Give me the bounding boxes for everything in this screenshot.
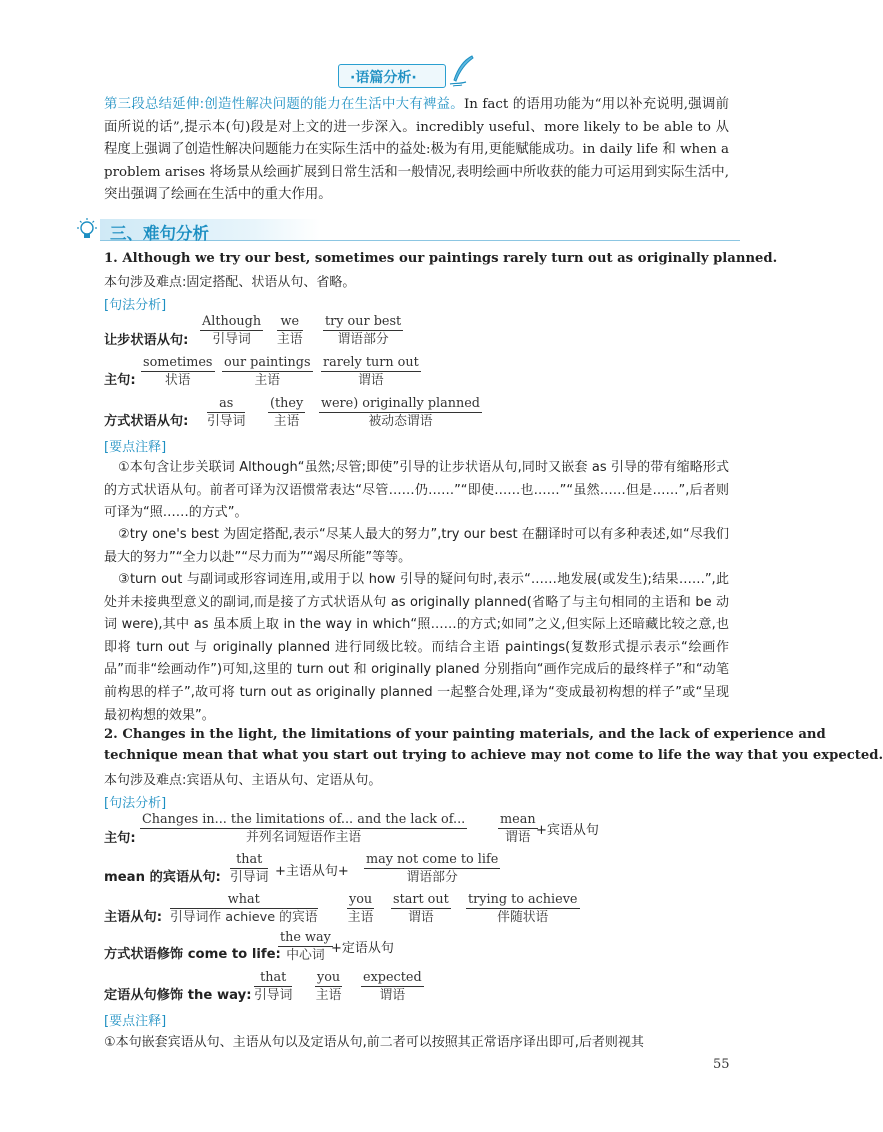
sentence-1: 1. Although we try our best, sometimes our paintings rarely turn out as originally planned.	[104, 251, 778, 266]
analysis-unit: what 引导词作 achieve 的宾语	[170, 892, 318, 925]
syntax-tag: [句法分析]	[104, 796, 167, 811]
structure-connector: +定语从句	[331, 941, 394, 956]
analysis-unit: start out 谓语	[393, 892, 449, 925]
sentence-2-difficulty: 本句涉及难点:宾语从句、主语从句、定语从句。	[104, 773, 382, 788]
object-clause-label: mean 的宾语从句:	[104, 870, 221, 885]
analysis-unit: try our best 谓语部分	[325, 314, 402, 347]
analysis-unit: Changes in... the limitations of... and the lack of... 并列名词短语作主语	[142, 812, 466, 845]
analysis-unit: expected 谓语	[363, 970, 422, 1003]
note-paragraph: ①本句含让步关联词 Although“虽然;尽管;即使”引导的让步状语从句,同时又嵌套 as 引导的带有缩略形式的方式状语从句。前者可译为汉语惯常表达“尽管……仍……”“即使……也……”“虽然……但是……”,后者则可译为“照……的方式”。	[104, 460, 729, 521]
note-paragraph: ②try one's best 为固定搭配,表示“尽某人最大的努力”,try our best 在翻译时可以有多种表述,如“尽我们最大的努力”“全力以赴”“尽力而为”“竭尽所能”等等。	[104, 527, 729, 565]
lightbulb-icon	[74, 217, 100, 243]
paragraph-highlight: 第三段总结延伸:创造性解决问题的能力在生活中大有裨益。	[104, 97, 464, 112]
analysis-unit: the way 中心词	[280, 930, 331, 963]
analysis-unit: mean 谓语	[500, 812, 536, 845]
notes-tag: [要点注释]	[104, 440, 167, 455]
manner-adverbial-label: 方式状语修饰 come to life:	[104, 947, 281, 962]
main-clause-label: 主句:	[104, 373, 136, 388]
badge-label: ·语篇分析·	[350, 70, 417, 86]
subject-clause-label: 主语从句:	[104, 910, 163, 925]
analysis-unit: you 主语	[315, 970, 342, 1003]
main-clause-label: 主句:	[104, 831, 136, 846]
note-paragraph: ①本句嵌套宾语从句、主语从句以及定语从句,前二者可以按照其正常语序译出即可,后者则视其	[104, 1035, 644, 1050]
sentence-2-line-1: 2. Changes in the light, the limitations of your painting materials, and the lack of experience and	[104, 727, 826, 742]
analysis-unit: we 主语	[277, 314, 303, 347]
analysis-unit: sometimes 状语	[143, 355, 213, 388]
sentence-1-difficulty: 本句涉及难点:固定搭配、状语从句、省略。	[104, 275, 356, 290]
sentence-2-line-2: technique mean that what you start out trying to achieve may not come to life the way that you expected.	[104, 748, 883, 763]
analysis-unit: our paintings 主语	[224, 355, 311, 388]
syntax-tag: [句法分析]	[104, 298, 167, 313]
page-number: 55	[713, 1057, 730, 1072]
paragraph-body: In fact 的语用功能为“用以补充说明,强调前面所说的话”,提示本(句)段是对上文的进一步深入。incredibly useful、more likely to be able to 从程度上强调了创造性解决问题能力在实际生活中的益处:极为有用,更能赋能成功。in daily life 和 when a problem arises 将场景从绘画扩展到日常生活和一般情况,表明绘画中所收获的能力可运用到实际生活中,突出强调了绘画在生活中的重大作用。	[104, 97, 729, 203]
analysis-unit: you 主语	[347, 892, 374, 925]
analysis-unit: may not come to life 谓语部分	[366, 852, 499, 885]
section-heading	[74, 219, 740, 243]
analysis-unit: were) originally planned 被动态谓语	[321, 396, 480, 429]
attributive-clause-label: 定语从句修饰 the way:	[104, 988, 252, 1003]
analysis-unit: trying to achieve 伴随状语	[468, 892, 578, 925]
analysis-unit: that 引导词	[254, 970, 293, 1003]
analysis-unit: that 引导词	[230, 852, 269, 885]
section-title: 三、难句分析	[110, 224, 209, 243]
notes-tag: [要点注释]	[104, 1014, 167, 1029]
discourse-analysis-paragraph	[104, 94, 729, 207]
section-badge	[328, 60, 468, 88]
analysis-unit: Although 引导词	[202, 314, 262, 347]
analysis-unit: as 引导词	[207, 396, 246, 429]
analysis-unit: rarely turn out 谓语	[323, 355, 419, 388]
manner-clause-label: 方式状语从句:	[104, 414, 189, 429]
analysis-unit: (they 主语	[270, 396, 304, 429]
structure-connector: +宾语从句	[536, 823, 599, 838]
quill-pen-icon	[446, 54, 476, 88]
concessive-clause-label: 让步状语从句:	[104, 333, 189, 348]
note-paragraph: ③turn out 与副词或形容词连用,或用于以 how 引导的疑问句时,表示“……地发展(或发生);结果……”,此处并未接典型意义的副词,而是接了方式状语从句 as originally planned(省略了与主句相同的主语和 be 动词 were),其中 as 虽本质上取 in the way in which“照……的方式;如同”之义,但实际上还暗藏比较之意,也即将 turn out 与 originally planned 进行同级比较。而结合主语 paintings(复数形式提示表示“绘画作品”而非“绘画动作”)可知,这里的 turn out 和 originally planed 分别指向“画作完成后的最终样子”和“动笔前构思的样子”,故可将 turn out as originally planned 一起整合处理,译为“变成最初构想的样子”或“呈现最初构想的效果”。	[104, 572, 729, 723]
structure-connector: +主语从句+	[275, 864, 349, 879]
